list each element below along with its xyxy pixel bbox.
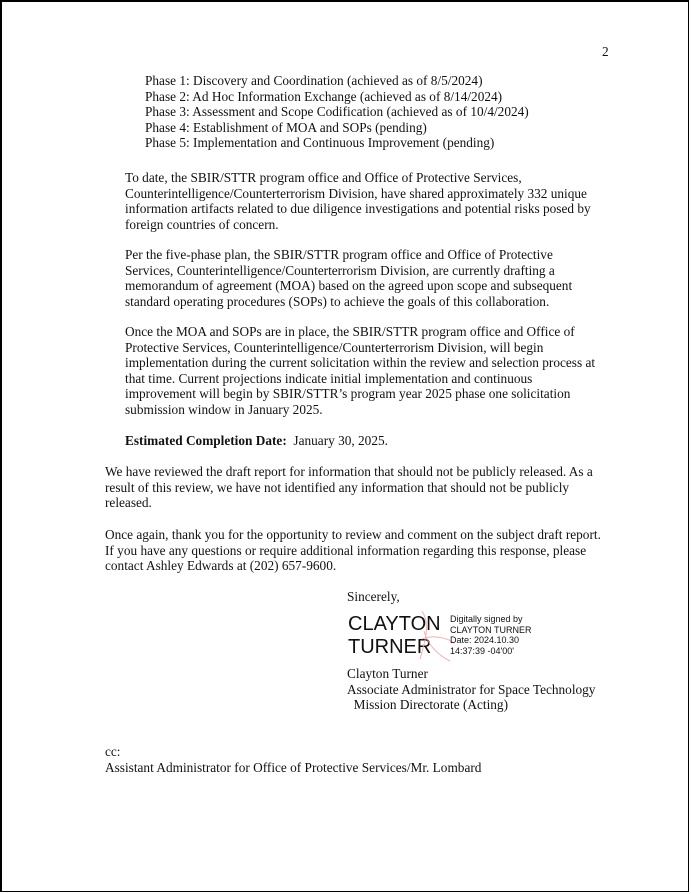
text-line: Per the five-phase plan, the SBIR/STTR program office and Office of Protective — [125, 247, 553, 262]
text-line: contact Ashley Edwards at (202) 657-9600. — [105, 558, 337, 574]
text-line: implementation during the current solicitation within the review and selection process at — [125, 355, 596, 371]
text-line: Once again, thank you for the opportunity to review and comment on the subject draft report. — [105, 527, 601, 542]
completion-date-value: January 30, 2025. — [286, 433, 388, 448]
text-line: information artifacts related to due diligence investigations and potential risks posed by — [125, 201, 591, 217]
text-line: If you have any questions or require additional information regarding this response, please — [105, 542, 587, 558]
text-line: Counterintelligence/Counterterrorism Division, have shared approximately 332 unique — [125, 185, 587, 201]
five-phase-plan-paragraph — [125, 247, 572, 309]
text-line: improvement will begin by SBIR/STTR’s program year 2025 phase one solicitation — [125, 386, 571, 402]
text-line: foreign countries of concern. — [125, 216, 279, 232]
cc-label: cc: — [105, 744, 121, 759]
completion-date-line — [125, 433, 388, 449]
phase-item: Phase 1: Discovery and Coordination (achieved as of 8/5/2024) — [145, 73, 483, 88]
text-line: that time. Current projections indicate initial implementation and continuous — [125, 370, 533, 386]
implementation-paragraph — [125, 324, 595, 418]
signer-block — [347, 666, 595, 713]
cc-block — [105, 744, 481, 775]
text-line: result of this review, we have not identified any information that should not be publicly — [105, 479, 570, 495]
signer-title-line: Mission Directorate (Acting) — [347, 697, 508, 713]
text-line: released. — [105, 495, 152, 511]
cc-recipient: Assistant Administrator for Office of Protective Services/Mr. Lombard — [105, 759, 482, 775]
text-line: standard operating procedures (SOPs) to achieve the goals of this collaboration. — [125, 293, 550, 309]
signer-title-line: Associate Administrator for Space Technology — [347, 681, 596, 697]
text-line: memorandum of agreement (MOA) based on the agreed upon scope and subsequent — [125, 278, 573, 294]
phase-item: Phase 2: Ad Hoc Information Exchange (achieved as of 8/14/2024) — [145, 88, 503, 104]
shared-artifacts-paragraph — [125, 170, 591, 232]
page-number: 2 — [602, 44, 609, 59]
signature-detail-line: Digitally signed by — [450, 614, 523, 624]
phase-item: Phase 5: Implementation and Continuous Improvement (pending) — [145, 135, 495, 151]
signature-detail-line: Date: 2024.10.30 — [450, 635, 520, 646]
text-line: Protective Services, Counterintelligence/Counterterrorism Division, will begin — [125, 339, 544, 355]
signer-name: Clayton Turner — [347, 666, 428, 681]
review-paragraph — [105, 464, 593, 511]
signature-detail-line: 14:37:39 -04'00' — [450, 645, 514, 656]
text-line: submission window in January 2025. — [125, 401, 323, 417]
phase-item: Phase 4: Establishment of MOA and SOPs (pending) — [145, 119, 427, 135]
text-line: We have reviewed the draft report for information that should not be publicly released. As a — [105, 464, 593, 479]
text-line: To date, the SBIR/STTR program office and Office of Protective Services, — [125, 170, 522, 185]
signature-details — [450, 614, 532, 656]
thanks-paragraph — [105, 527, 601, 574]
phase-item: Phase 3: Assessment and Scope Codification (achieved as of 10/4/2024) — [145, 104, 529, 120]
closing: Sincerely, — [347, 589, 400, 604]
signature-detail-line: CLAYTON TURNER — [450, 624, 532, 635]
text-line: Once the MOA and SOPs are in place, the SBIR/STTR program office and Office of — [125, 324, 575, 339]
phase-list — [145, 73, 529, 151]
signature-name-line: CLAYTON — [348, 613, 441, 635]
text-line: Services, Counterintelligence/Counterterrorism Division, are currently drafting a — [125, 262, 555, 278]
completion-date-label: Estimated Completion Date: — [125, 433, 287, 448]
digital-signature[interactable] — [348, 613, 548, 661]
signature-name-line: TURNER — [348, 636, 432, 658]
